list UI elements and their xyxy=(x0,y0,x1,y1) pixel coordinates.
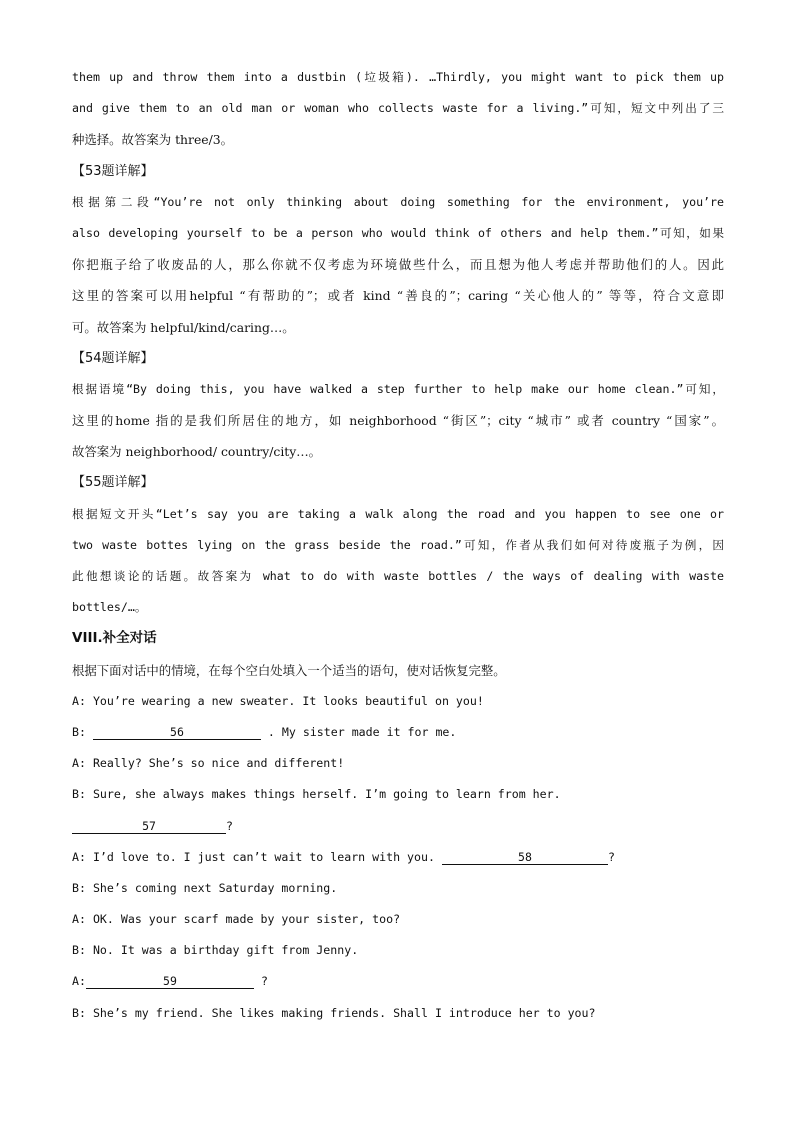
text-line: bottles/…。 xyxy=(72,600,147,615)
text-line: 你把瓶子给了收废品的人，那么你就不仅考虑为环境做些什么，而且想为他人考虑并帮助他们的人。因此 xyxy=(72,257,724,273)
dialogue-line xyxy=(72,966,724,997)
document-body xyxy=(72,62,724,1029)
dialogue-line xyxy=(72,842,724,873)
text-line: two waste bottes lying on the grass beside the road.”可知，作者从我们如何对待废瓶子为例，因 xyxy=(72,537,724,552)
dialogue-text: ? xyxy=(253,974,268,989)
text-line: also developing yourself to be a person who would think of others and help them.”可知，如果 xyxy=(72,225,724,240)
dialogue-line xyxy=(72,717,724,748)
section-title: VIII.补全对话 xyxy=(72,630,157,647)
dialogue-line: A: You’re wearing a new sweater. It looks beautiful on you! xyxy=(72,693,484,708)
text-line: 此他想谈论的话题。故答案为 what to do with waste bottles / the ways of dealing with waste xyxy=(72,569,724,583)
text-line: 这里的home 指的是我们所居住的地方，如 neighborhood “街区”；city “城市” 或者 country “国家”。 xyxy=(72,413,724,429)
dialogue-line: B: She’s my friend. She likes making friends. Shall I introduce her to you? xyxy=(72,1005,596,1020)
question-54-heading: 【54题详解】 xyxy=(72,350,154,366)
dialogue-line: A: OK. Was your scarf made by your sister, too? xyxy=(72,912,401,927)
text-line: them up and throw them into a dustbin (垃圾箱). …Thirdly, you might want to pick them up xyxy=(72,70,724,84)
text-line: 可。故答案为 helpful/kind/caring…。 xyxy=(72,319,295,335)
text-line: 故答案为 neighborhood/ country/city…。 xyxy=(72,444,322,460)
speaker-prefix: B: xyxy=(72,724,93,739)
section-instruction: 根据下面对话中的情境，在每个空白处填入一个适当的语句，使对话恢复完整。 xyxy=(72,662,506,678)
answer-blank-59[interactable]: 59 xyxy=(86,974,254,989)
text-line: 根据短文开头“Let’s say you are taking a walk along the road and you happen to see one or xyxy=(72,506,724,521)
text-line: 根据第二段“You’re not only thinking about doing something for the environment, you’re xyxy=(72,194,724,209)
dialogue-line: B: No. It was a birthday gift from Jenny. xyxy=(72,943,359,958)
question-55-heading: 【55题详解】 xyxy=(72,475,154,491)
text-line: 种选择。故答案为 three/3。 xyxy=(72,132,234,148)
dialogue-line xyxy=(72,811,724,842)
dialogue-line: B: She’s coming next Saturday morning. xyxy=(72,880,338,895)
text-line: 这里的答案可以用helpful “有帮助的”；或者 kind “善良的”；caring “关心他人的” 等等，符合文意即 xyxy=(72,288,724,304)
answer-blank-57[interactable]: 57 xyxy=(72,819,226,834)
dialogue-text: ? xyxy=(226,818,233,833)
text-line: and give them to an old man or woman who collects waste for a living.”可知，短文中列出了三 xyxy=(72,101,724,116)
dialogue-text: A: I’d love to. I just can’t wait to learn with you. xyxy=(72,849,442,864)
dialogue-text: . My sister made it for me. xyxy=(260,724,457,739)
dialogue-line: A: Really? She’s so nice and different! xyxy=(72,756,345,771)
dialogue-line: B: Sure, she always makes things herself. I’m going to learn from her. xyxy=(72,787,561,802)
question-53-heading: 【53题详解】 xyxy=(72,163,154,179)
dialogue-text: ? xyxy=(607,849,615,864)
text-line: 根据语境“By doing this, you have walked a step further to help make our home clean.”可知， xyxy=(72,381,724,396)
answer-blank-58[interactable]: 58 xyxy=(442,850,608,865)
speaker-prefix: A: xyxy=(72,974,86,989)
answer-blank-56[interactable]: 56 xyxy=(93,725,261,740)
